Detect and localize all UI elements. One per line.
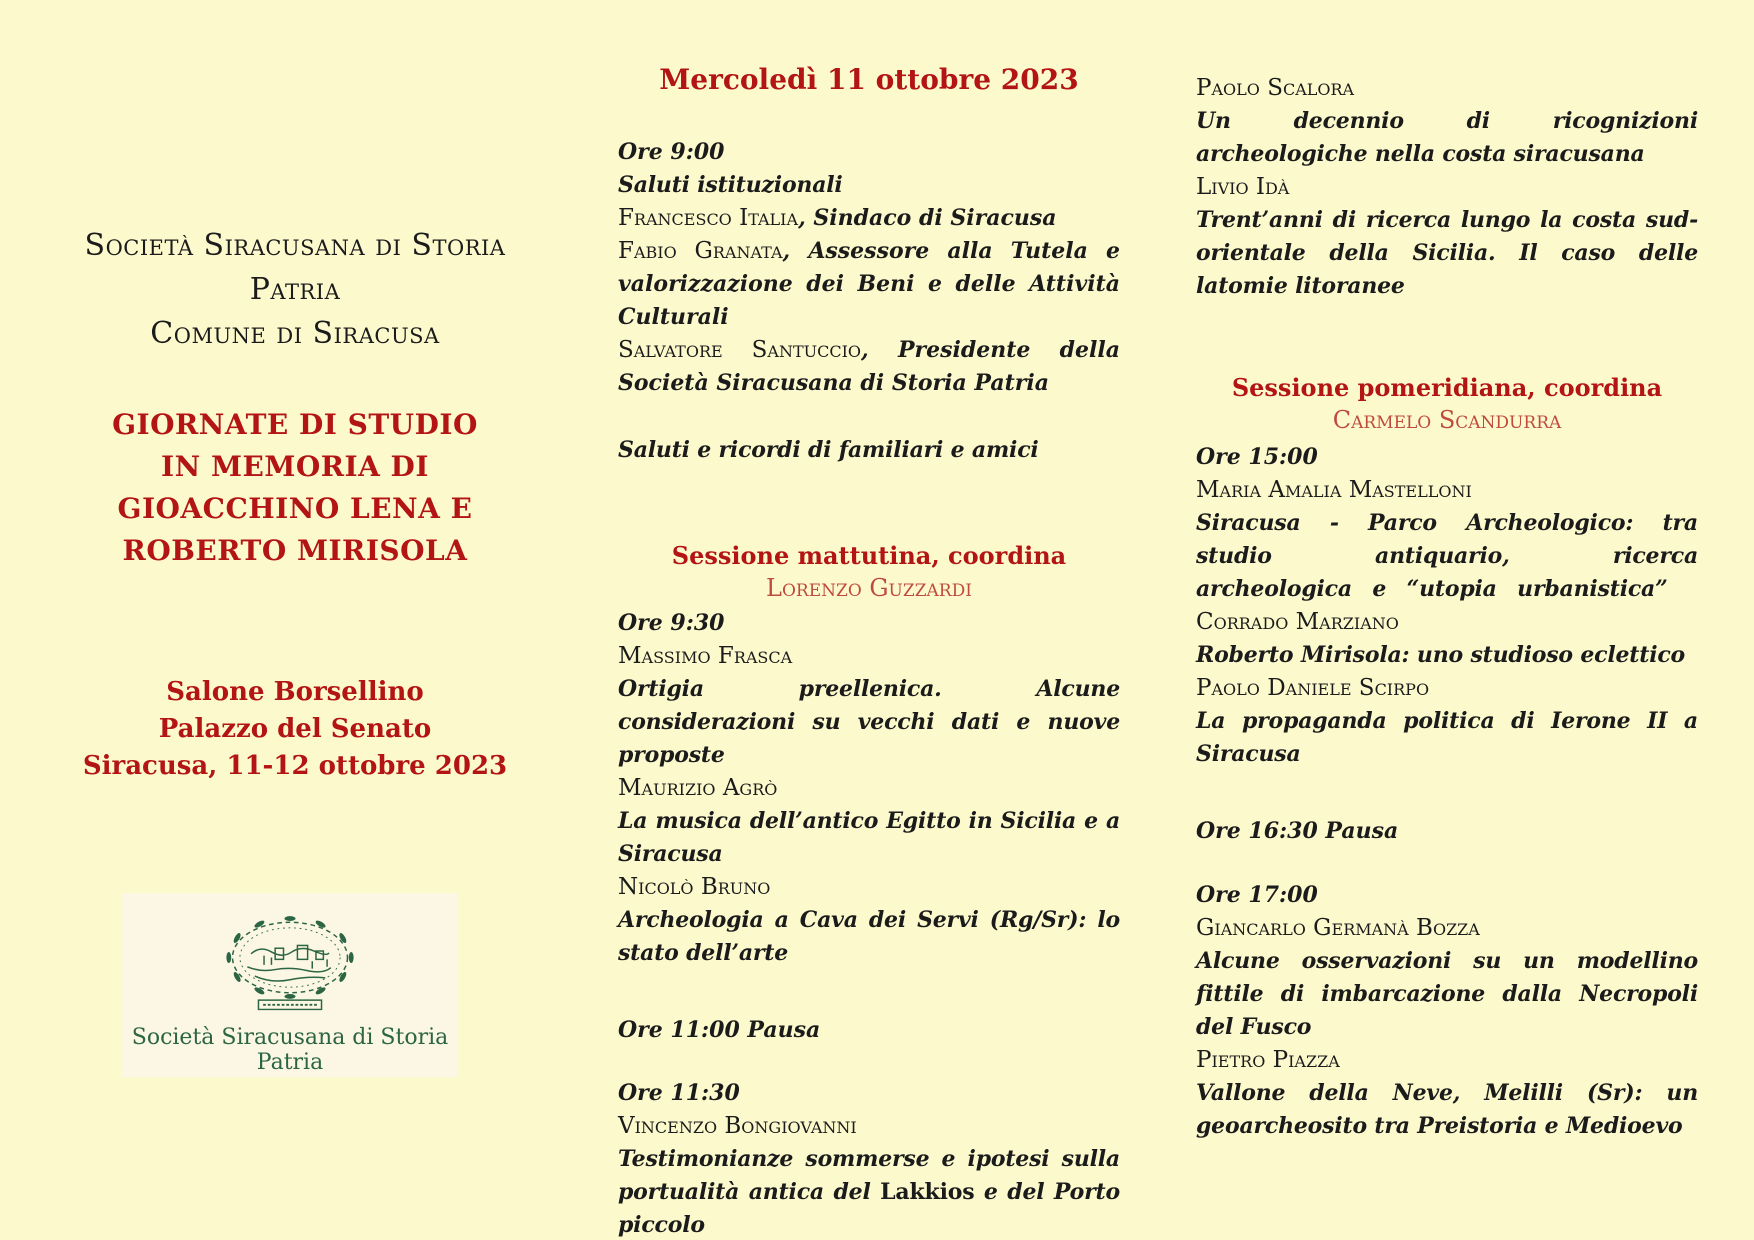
speaker-role: , Sindaco di Siracusa: [798, 205, 1057, 231]
speaker-name: Salvatore Santuccio: [618, 337, 862, 363]
session-header: [1196, 371, 1698, 437]
spacer: [1196, 771, 1698, 815]
left-panel: [60, 0, 530, 1240]
time-label: Ore 16:30 Pausa: [1196, 818, 1399, 844]
venue-block: [60, 674, 530, 785]
program-blocks-right: [1196, 72, 1698, 1143]
title-line: GIORNATE DI STUDIO: [112, 408, 478, 441]
talk-part: Testimonianze sommerse e ipotesi sulla portualità antica del: [618, 1146, 1120, 1205]
speaker-line: [618, 871, 1120, 904]
speaker-line: [618, 1110, 1120, 1143]
org-line: Comune di Siracusa: [150, 316, 440, 351]
speaker-name: Maurizio Agrò: [618, 775, 778, 801]
speaker-line: [1196, 912, 1698, 945]
middle-panel: [618, 0, 1120, 1240]
speaker-name: Paolo Scalora: [1196, 75, 1355, 101]
time-label: Ore 9:00: [618, 139, 725, 165]
speaker-name: Francesco Italia: [618, 205, 799, 231]
talk-part: e del Porto piccolo: [618, 1179, 1120, 1238]
speaker-name: Giancarlo Germanà Bozza: [1196, 915, 1480, 941]
time-label: Ore 17:00: [1196, 882, 1318, 908]
talk-title: La propaganda politica di Ierone II a Siracusa: [1196, 708, 1698, 767]
speaker-name: Corrado Marziano: [1196, 609, 1399, 635]
program-blocks-middle: [618, 100, 1120, 1240]
org-line: Società Siracusana di Storia Patria: [84, 228, 506, 307]
spacer: [618, 100, 1120, 136]
venue-line: Siracusa, 11-12 ottobre 2023: [82, 751, 508, 781]
talk-part: Lakkios: [880, 1179, 975, 1205]
spacer: [618, 467, 1120, 539]
speaker-name: Paolo Daniele Scirpo: [1196, 675, 1430, 701]
program-note: Saluti istituzionali: [618, 172, 843, 198]
engraving-wreath-logo-icon: [212, 913, 368, 1015]
speaker-name: Massimo Frasca: [618, 643, 793, 669]
speaker-line: [618, 334, 1120, 400]
session-coordinator: Lorenzo Guzzardi: [766, 574, 972, 602]
talk-title: Archeologia a Cava dei Servi (Rg/Sr): lo stato dell’arte: [618, 907, 1120, 966]
spacer: [618, 1047, 1120, 1077]
speaker-line: [618, 772, 1120, 805]
speaker-line: [1196, 672, 1698, 705]
venue-line: Salone Borsellino: [166, 677, 424, 707]
talk-title: Siracusa - Parco Archeologico: tra studio antiquario, ricerca archeologica e “utopia urbanistica”: [1196, 510, 1698, 602]
society-logo-box: [122, 893, 458, 1077]
spacer: [618, 970, 1120, 1014]
talk-title: Trent’anni di ricerca lungo la costa sud-orientale della Sicilia. Il caso delle latomie litoranee: [1196, 207, 1698, 299]
right-panel: [1196, 0, 1698, 1143]
talk-title: La musica dell’antico Egitto in Sicilia e a Siracusa: [618, 808, 1120, 867]
speaker-name: Pietro Piazza: [1196, 1047, 1340, 1073]
speaker-line: [1196, 72, 1698, 105]
speaker-line: [618, 202, 1120, 235]
spacer: [618, 400, 1120, 434]
time-label: Ore 11:00 Pausa: [618, 1017, 821, 1043]
day-header: Mercoledì 11 ottobre 2023: [659, 63, 1079, 96]
speaker-line: [1196, 474, 1698, 507]
speaker-name: Livio Idà: [1196, 174, 1290, 200]
talk-title: Roberto Mirisola: uno studioso eclettico: [1196, 642, 1686, 668]
speaker-line: [1196, 171, 1698, 204]
speaker-name: Fabio Granata: [618, 238, 783, 264]
spacer: [1196, 303, 1698, 371]
speaker-line: [1196, 606, 1698, 639]
time-label: Ore 11:30: [618, 1080, 740, 1106]
speaker-line: [618, 235, 1120, 334]
time-label: Ore 15:00: [1196, 444, 1318, 470]
speaker-line: [1196, 1044, 1698, 1077]
event-title: [60, 404, 530, 572]
venue-line: Palazzo del Senato: [158, 714, 432, 744]
speaker-line: [618, 640, 1120, 673]
title-line: IN MEMORIA DI: [161, 450, 429, 483]
talk-title: Un decennio di ricognizioni archeologiche nella costa siracusana: [1196, 108, 1698, 167]
speaker-role: , Assessore alla Tutela e valorizzazione dei Beni e delle Attività Culturali: [618, 238, 1121, 330]
time-label: Ore 9:30: [618, 610, 725, 636]
talk-title: Ortigia preellenica. Alcune considerazioni su vecchi dati e nuove proposte: [618, 676, 1120, 768]
program-note: Saluti e ricordi di familiari e amici: [618, 437, 1039, 463]
speaker-name: Nicolò Bruno: [618, 874, 771, 900]
session-title: Sessione pomeridiana, coordina: [1231, 373, 1663, 402]
talk-title: [618, 1143, 1120, 1240]
title-line: ROBERTO MIRISOLA: [122, 534, 468, 567]
session-coordinator: Carmelo Scandurra: [1332, 406, 1562, 434]
session-title: Sessione mattutina, coordina: [671, 541, 1067, 570]
session-header: [618, 539, 1120, 605]
organization-block: [60, 224, 530, 356]
spacer: [1196, 848, 1698, 879]
speaker-role: , Presidente della Società Siracusana di Storia Patria: [618, 337, 1120, 396]
title-line: GIOACCHINO LENA E: [117, 492, 473, 525]
speaker-name: Vincenzo Bongiovanni: [618, 1113, 857, 1139]
talk-title: Vallone della Neve, Melilli (Sr): un geoarcheosito tra Preistoria e Medioevo: [1196, 1080, 1698, 1139]
logo-caption: Società Siracusana di Storia Patria: [131, 1025, 449, 1075]
speaker-name: Maria Amalia Mastelloni: [1196, 477, 1472, 503]
talk-title: Alcune osservazioni su un modellino fittile di imbarcazione dalla Necropoli del Fusco: [1196, 948, 1698, 1040]
